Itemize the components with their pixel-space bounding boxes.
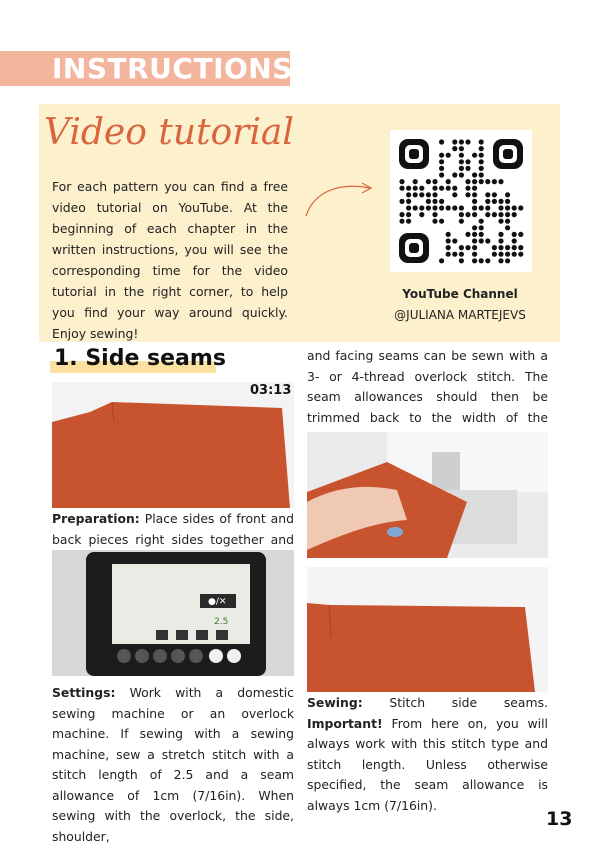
qr-code-icon[interactable] — [390, 130, 532, 272]
youtube-channel-label: YouTube Channel — [402, 287, 518, 301]
sewing-label: Sewing: — [307, 695, 363, 710]
important-text: From here on, you will always work with this stitch type and stitch length. Unless otherwise specified, the seam allowance is always 1cm (7/16in). — [307, 715, 548, 813]
page-title: INSTRUCTIONS — [52, 52, 293, 85]
section-title: 1. Side seams — [54, 346, 226, 371]
settings-text: Work with a domestic sewing machine or an overlock machine. If sewing with a sewing machine, sew a stretch stitch with a stitch length of 2.5 and a seam allowance of 1cm (7/16in). When sewing with the overlock, the side, shoulder, — [52, 685, 294, 844]
sewing-paragraph — [307, 693, 548, 816]
video-tutorial-text: For each pattern you can find a free video tutorial on YouTube. At the beginning of each chapter in the written instructions, you will see the corresponding time for the video tutorial in the right corner, to help you find your way around quickly. Enjoy sewing! — [52, 179, 288, 341]
photo-finished-seam — [307, 567, 548, 692]
settings-paragraph — [52, 683, 294, 847]
video-tutorial-title: Video tutorial — [44, 112, 294, 153]
settings-label: Settings: — [52, 685, 116, 700]
video-timestamp: 03:13 — [250, 383, 292, 398]
youtube-channel-handle[interactable]: @JULIANA MARTEJEVS — [394, 308, 526, 322]
svg-text:●/✕: ●/✕ — [208, 597, 227, 607]
photo-machine-display — [52, 550, 294, 676]
photo-fabric-pieces — [52, 382, 294, 508]
page-number: 13 — [546, 808, 573, 830]
machine-display-value: 2.5 — [214, 617, 229, 627]
important-label: Important! — [307, 715, 383, 731]
preparation-text: Place sides of front and back pieces right sides together and — [52, 511, 294, 547]
settings-continuation: and facing seams can be sewn with a 3- or 4-thread overlock stitch. The seam allowances should then be trimmed back to the width of the — [307, 348, 548, 425]
curved-arrow-icon — [300, 178, 378, 220]
photo-sewing-seam — [307, 432, 548, 558]
sewing-text: Stitch side seams. — [389, 695, 548, 710]
preparation-label: Preparation: — [52, 511, 140, 526]
